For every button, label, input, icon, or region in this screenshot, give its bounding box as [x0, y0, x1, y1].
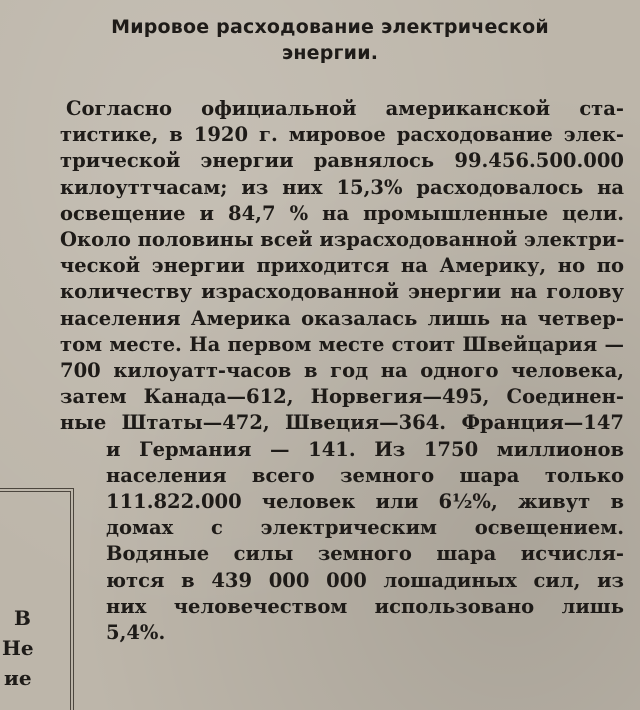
adjacent-column-fragment: ие [4, 666, 32, 690]
paragraph-line: 111.822.000 человек или 6½%, живут в [106, 490, 624, 514]
paragraph-line: ческой энергии приходится на Америку, но по [60, 254, 624, 278]
paragraph-line: 5,4%. [106, 621, 166, 645]
paragraph-line: трической энергии равнялось 99.456.500.000 [60, 149, 624, 173]
paragraph-line: Водяные силы земного шара исчисля- [106, 542, 624, 566]
paragraph-line: количеству израсходованной энергии на голову [60, 280, 624, 304]
article-title [60, 14, 600, 66]
paragraph-line: домах с электрическим освещением. [106, 516, 624, 540]
adjacent-column-fragment: Не [2, 636, 34, 660]
adjacent-column-fragment: В [14, 606, 31, 630]
paragraph-line: Согласно официальной американской ста- [66, 97, 624, 120]
paragraph-line: населения всего земного шара только [106, 463, 624, 487]
article-title-line-1: Мировое расходование электрической [111, 16, 549, 38]
paragraph-line: и Германия — 141. Из 1750 миллионов [106, 437, 624, 461]
paragraph-line: освещение и 84,7 % на промышленные цели. [60, 201, 624, 225]
paragraph-line: килоуттчасам; из них 15,3% расходовалось на [60, 175, 624, 199]
paragraph-line: тистике, в 1920 г. мировое расходование элек- [60, 123, 624, 147]
paragraph-line: них человечеством использовано лишь [106, 594, 624, 618]
paragraph-line: ные Штаты—472, Швеция—364. Франция—147 [60, 411, 624, 435]
paragraph-line: ются в 439 000 000 лошадиных сил, из [106, 568, 624, 592]
paragraph-line: населения Америка оказалась лишь на четвер- [60, 306, 624, 330]
paragraph-line: Около половины всей израсходованной электри- [60, 228, 625, 252]
paragraph-line: затем Канада—612, Норвегия—495, Соединен- [60, 385, 624, 409]
article-paragraph [60, 96, 624, 646]
paragraph-line: том месте. На первом месте стоит Швейцария — [60, 332, 624, 356]
paragraph-line: 700 килоуатт-часов в год на одного человека, [60, 359, 624, 383]
article-title-line-2: энергии. [281, 42, 379, 64]
